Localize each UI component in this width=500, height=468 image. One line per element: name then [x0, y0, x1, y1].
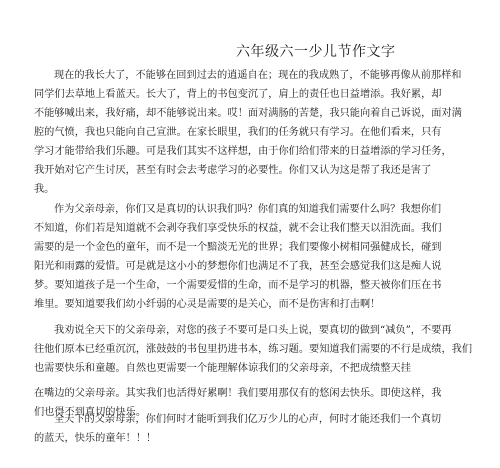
paragraph-4 — [34, 410, 474, 448]
text-line: 在嘴边的父亲母亲。其实我们也活得好累啊！我们要用那仅有的悠闲去快乐。即使这样，我 — [34, 388, 442, 399]
text-line: 们也得不到真切的快乐。 — [34, 407, 147, 418]
paragraph-3 — [34, 321, 474, 422]
text-line: 梦。要知道孩子是一个生命，一个需要爱惜的生命，而不是学习的机器，整天被你们压在书 — [34, 280, 442, 291]
text-line: 腔的气愤，我也只能向自己宣泄。在家长眼里，我们的任务就只有学习。在他们看来，只有 — [34, 127, 442, 138]
text-line: 不能够喊出来，我好痛，却不能够说出来。哎！面对满肠的苦楚，我只能向着自己诉说，面对满 — [34, 108, 462, 119]
text-line: 不知道，你们若是知道就不会剥夺我们享受快乐的权益，就不会让我们整天以泪洗面。我们 — [34, 223, 442, 234]
text-line: 我开始对它产生讨厌，甚至有时会去考虑学习的必要性。你们又认为这是帮了我还是害了 — [34, 165, 432, 176]
text-line: 现在的我长大了，不能够在回到过去的逍遥自在；现在的我成熟了，不能够再像从前那样和 — [54, 70, 462, 81]
text-line: 堆里。要知道要我们幼小纤弱的心灵是需要的是关心，而不是伤害和打击啊！ — [34, 299, 381, 310]
page-title: 六年级六一少儿节作文字 — [236, 44, 396, 60]
text-line: 作为父亲母亲，你们又是真切的认识我们吗？你们真的知道我们需要什么吗？我想你们 — [54, 204, 442, 215]
text-line: 也需要快乐和童趣。自然也更需要一个能理解体谅我们的父亲母亲，不把成绩整天挂 — [34, 363, 411, 374]
paragraph-1 — [34, 66, 474, 199]
text-line: 我劝说全天下的父亲母亲，对您的孩子不要可是口头上说，要真切的做到“减负”，不要再 — [54, 325, 452, 336]
text-line: 阳光和雨露的爱惜。可是就是这小小的梦想你们也满足不了我，甚至会感觉我们这是痴人说 — [34, 261, 442, 272]
text-line: 学习才能带给我们乐趣。可是我们其实不这样想，由于你们给们带来的日益增添的学习任务， — [34, 146, 452, 157]
text-line: 我。 — [34, 184, 55, 195]
text-line: 需要的是一个金色的童年，而不是一个黯淡无光的世界；我们要像小树相同强健成长，碰到 — [34, 242, 442, 253]
paragraph-2 — [34, 200, 474, 314]
text-line: 的蓝天，快乐的童年！！！ — [34, 433, 157, 444]
text-line: 往他们原本已经重沉沉，涨鼓鼓的书包里扔进书本，练习题。要知道我们需要的不行是成绩，我们 — [34, 344, 473, 355]
text-line: 同学们去草地上看蓝天。长大了，背上的书包变沉了，肩上的责任也日益增添。我好累，却 — [34, 89, 442, 100]
text-line: 全天下的父亲母亲，你们何时才能听到我们亿万少儿的心声，何时才能还我们一个真切 — [54, 414, 442, 425]
